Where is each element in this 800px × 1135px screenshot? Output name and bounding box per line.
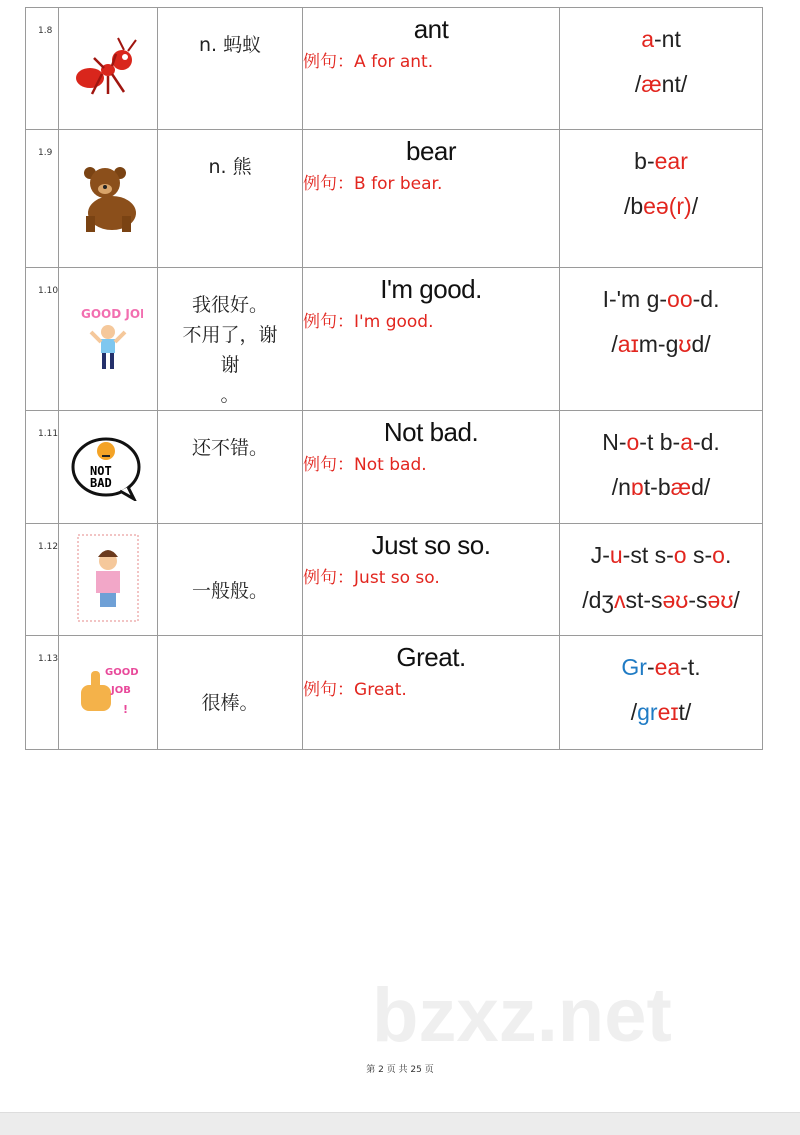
just-so-so-icon <box>76 608 140 627</box>
svg-text:!: ! <box>123 702 129 716</box>
ipa-segment: m-g <box>638 331 679 357</box>
bottom-scrollbar[interactable] <box>0 1112 800 1135</box>
chinese-meaning <box>158 130 303 268</box>
good-job-icon <box>73 307 144 376</box>
ipa-segment: gr <box>637 699 658 725</box>
ipa-segment: aɪ <box>617 331 639 357</box>
spell-segment: . <box>724 542 732 568</box>
spell-segment: Gr <box>621 654 647 680</box>
spell-segment: -t b- <box>639 429 681 455</box>
example-sentence: 例句：Just so so. <box>303 568 440 588</box>
example-sentence: 例句：Great. <box>303 680 407 700</box>
row-number: 1.9 <box>26 130 59 268</box>
phonetic-transcription <box>560 474 762 501</box>
table-row <box>26 636 763 750</box>
spell-segment: I-'m g- <box>602 286 668 312</box>
page-footer: 第 2 页 共 25 页 <box>366 1065 434 1075</box>
chinese-meaning <box>158 268 303 411</box>
phonetic-transcription <box>560 331 762 358</box>
bear-icon <box>76 218 140 237</box>
chinese-meaning-line <box>158 546 302 576</box>
watermark: bzxz.net <box>372 973 672 1058</box>
chinese-meaning <box>158 524 303 636</box>
example-sentence: 例句：Not bad. <box>303 455 427 475</box>
ipa-segment: d/ <box>691 331 711 357</box>
spelling-breakdown <box>560 26 762 53</box>
spell-segment: oo <box>667 286 693 312</box>
row-number: 1.11 <box>26 411 59 524</box>
chinese-meaning <box>158 8 303 130</box>
english-word: ant <box>413 14 449 44</box>
svg-text:NOT: NOT <box>90 464 112 478</box>
english-word: Great. <box>396 642 466 672</box>
example-sentence: 例句：I'm good. <box>303 312 434 332</box>
spell-segment: ea <box>654 654 681 680</box>
spell-segment: -t. <box>680 654 701 680</box>
example-sentence: 例句：A for ant. <box>303 52 434 72</box>
chinese-meaning <box>158 411 303 524</box>
english-word: Not bad. <box>383 417 479 447</box>
ipa-segment: d/ <box>691 474 711 500</box>
table-row <box>26 524 763 636</box>
ipa-segment: əʊ <box>707 587 734 613</box>
chinese-meaning-line: 不用了，谢 <box>182 324 278 346</box>
ant-icon <box>72 83 144 102</box>
ipa-segment: /b <box>623 193 644 219</box>
spelling-breakdown <box>560 429 762 456</box>
spell-segment: a <box>680 429 693 455</box>
ipa-segment: / <box>630 699 638 725</box>
svg-text:BAD: BAD <box>90 476 112 490</box>
svg-text:GOOD: GOOD <box>105 666 139 678</box>
ipa-segment: æ <box>670 474 692 500</box>
table-row <box>26 268 763 411</box>
ipa-segment: -s <box>688 587 708 613</box>
ipa-segment: ɒ <box>630 474 644 500</box>
phonetic-transcription <box>560 193 762 220</box>
ipa-segment: /n <box>611 474 631 500</box>
not-bad-icon <box>70 464 146 505</box>
spell-segment: o <box>673 542 687 568</box>
ipa-segment: eɪ <box>657 699 679 725</box>
phonetic-transcription <box>560 699 762 726</box>
row-number: 1.13 <box>26 636 59 750</box>
spell-segment: J- <box>590 542 610 568</box>
row-number: 1.12 <box>26 524 59 636</box>
spell-segment: o <box>712 542 725 568</box>
ipa-segment: t-b <box>643 474 671 500</box>
chinese-meaning-line: n. 熊 <box>208 156 252 178</box>
chinese-meaning-line: 很棒。 <box>201 692 259 714</box>
chinese-meaning-line: 谢 <box>220 354 240 376</box>
ipa-segment: / <box>611 331 618 357</box>
spell-segment: -nt <box>654 26 681 52</box>
spell-segment: ear <box>654 148 688 174</box>
ipa-segment: st-s <box>625 587 663 613</box>
spell-segment: -d. <box>692 286 720 312</box>
ipa-segment: / <box>691 193 699 219</box>
table-row <box>26 130 763 268</box>
english-word: bear <box>406 136 457 166</box>
spell-segment: N- <box>602 429 627 455</box>
chinese-meaning <box>158 636 303 750</box>
spell-segment: - <box>646 654 655 680</box>
chinese-meaning-line: n. 蚂蚁 <box>198 34 262 56</box>
chinese-meaning-line: 我很好。 <box>192 294 269 316</box>
example-sentence: 例句：B for bear. <box>303 174 443 194</box>
ipa-segment: /dʒ <box>582 587 614 613</box>
chinese-meaning-line: 一般般。 <box>192 580 269 602</box>
spelling-breakdown <box>560 148 762 175</box>
ipa-segment: nt/ <box>661 71 688 97</box>
spelling-breakdown <box>560 654 762 681</box>
ipa-segment: əʊ <box>662 587 689 613</box>
ipa-segment: ʌ <box>613 587 626 613</box>
spell-segment: b- <box>634 148 655 174</box>
ipa-segment: t/ <box>678 699 692 725</box>
ipa-segment: / <box>733 587 740 613</box>
spell-segment: o <box>626 429 640 455</box>
spell-segment: s- <box>686 542 713 568</box>
row-number: 1.10 <box>26 268 59 411</box>
spell-segment: -st s- <box>622 542 674 568</box>
english-word: I'm good. <box>380 274 482 304</box>
vocabulary-table <box>25 7 763 750</box>
spelling-breakdown <box>560 286 762 313</box>
great-thumbs-up-icon <box>77 666 139 723</box>
spelling-breakdown <box>560 542 762 569</box>
ipa-segment: eə(r) <box>643 193 692 219</box>
spell-segment: a <box>641 26 654 52</box>
ipa-segment: ʊ <box>678 331 692 357</box>
chinese-meaning-line: 。 <box>220 384 240 406</box>
table-row <box>26 8 763 130</box>
phonetic-transcription <box>560 71 762 98</box>
row-number: 1.8 <box>26 8 59 130</box>
chinese-meaning-line: 还不错。 <box>192 437 269 459</box>
spell-segment: -d. <box>692 429 720 455</box>
svg-text:JOB: JOB <box>111 684 131 696</box>
spell-segment: u <box>609 542 623 568</box>
english-word: Just so so. <box>371 530 491 560</box>
svg-text:GOOD JOB: GOOD JOB <box>81 307 144 321</box>
ipa-segment: æ <box>641 71 662 97</box>
ipa-segment: / <box>634 71 642 97</box>
table-row <box>26 411 763 524</box>
chinese-meaning-line <box>158 658 302 688</box>
phonetic-transcription <box>560 587 762 614</box>
